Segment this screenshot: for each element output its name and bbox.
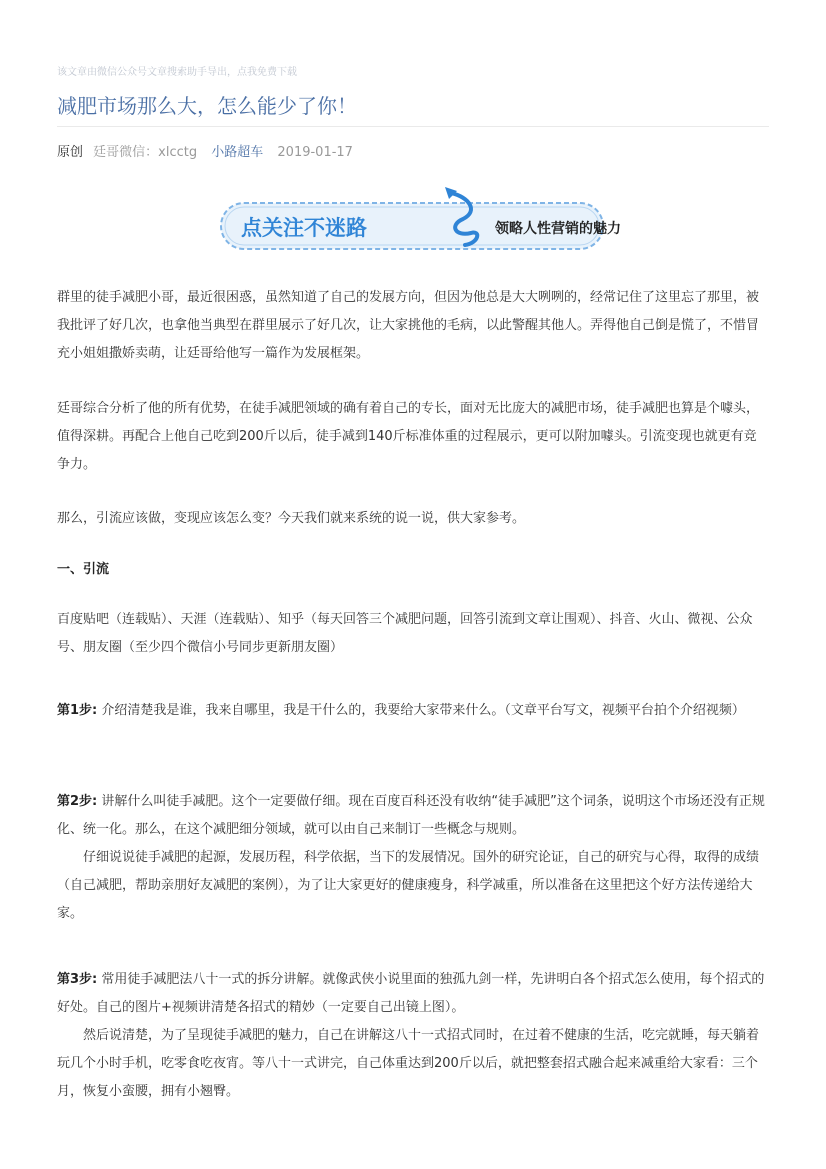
step-1-text: 介绍清楚我是谁，我来自哪里，我是干什么的，我要给大家带来什么。（文章平台写文，视频平台拍个介绍视频） xyxy=(97,703,745,718)
publish-date: 2019-01-17 xyxy=(277,145,353,160)
step-1 xyxy=(57,697,769,725)
step-3-text: 常用徒手减肥法八十一式的拆分讲解。就像武侠小说里面的独孤九剑一样，先讲明白各个招式怎么使用，每个招式的好处。自己的图片+视频讲清楚各招式的精妙（一定要自己出镜上图）。 xyxy=(57,972,765,1015)
banner-right-text: 领略人性营销的魅力 xyxy=(495,221,621,237)
step-3 xyxy=(57,966,769,1106)
step-3-detail: 然后说清楚，为了呈现徒手减肥的魅力，自己在讲解这八十一式招式同时，在过着不健康的生活，吃完就睡，每天躺着玩几个小时手机，吃零食吃夜宵。等八十一式讲完，自己体重达到200斤以后，就把整套招式融合起来减重给大家看：三个月，恢复小蛮腰，拥有小翘臀。 xyxy=(57,1028,760,1099)
original-tag: 原创 xyxy=(57,145,84,160)
title-divider xyxy=(57,126,769,127)
step-3-label: 第3步: xyxy=(57,972,98,987)
paragraph-platforms: 百度贴吧（连载贴）、天涯（连载贴）、知乎（每天回答三个减肥问题，回答引流到文章让围观）、抖音、火山、微视、公众号、朋友圈（至少四个微信小号同步更新朋友圈） xyxy=(57,612,753,655)
account-link[interactable]: 小路超车 xyxy=(211,145,264,160)
export-note-link[interactable]: 该文章由微信公众号文章搜索助手导出，点我免费下载 xyxy=(57,67,297,78)
step-2 xyxy=(57,788,769,928)
author-name: 廷哥微信：xlcctg xyxy=(93,145,198,160)
paragraph-3: 那么，引流应该做，变现应该怎么变？今天我们就来系统的说一说，供大家参考。 xyxy=(57,511,526,526)
section-heading-traffic: 一、引流 xyxy=(57,562,110,577)
follow-banner xyxy=(219,185,621,253)
paragraph-2: 廷哥综合分析了他的所有优势，在徒手减肥领域的确有着自己的专长，面对无比庞大的减肥市场，徒手减肥也算是个噱头，值得深耕。再配合上他自己吃到200斤以后，徒手减到140斤标准体重的过程展示，更可以附加噱头。引流变现也就更有竞争力。 xyxy=(57,401,760,472)
article-meta xyxy=(57,141,353,160)
step-2-text: 讲解什么叫徒手减肥。这个一定要做仔细。现在百度百科还没有收纳“徒手减肥”这个词条，说明这个市场还没有正规化、统一化。那么，在这个减肥细分领域，就可以由自己来制订一些概念与规则。 xyxy=(57,794,765,837)
paragraph-1: 群里的徒手减肥小哥，最近很困惑，虽然知道了自己的发展方向，但因为他总是大大咧咧的，经常记住了这里忘了那里，被我批评了好几次，也拿他当典型在群里展示了好几次，让大家挑他的毛病，以此警醒其他人。弄得他自己倒是慌了，不惜冒充小姐姐撒娇卖萌，让廷哥给他写一篇作为发展框架。 xyxy=(57,290,760,361)
banner-left-text: 点关注不迷路 xyxy=(241,216,367,240)
step-2-detail: 仔细说说徒手减肥的起源，发展历程，科学依据，当下的发展情况。国外的研究论证，自己的研究与心得，取得的成绩（自己减肥，帮助亲朋好友减肥的案例），为了让大家更好的健康瘦身，科学减重，所以准备在这里把这个好方法传递给大家。 xyxy=(57,850,760,921)
step-1-label: 第1步: xyxy=(57,703,98,718)
article-title: 减肥市场那么大，怎么能少了你！ xyxy=(57,94,357,118)
step-2-label: 第2步: xyxy=(57,794,98,809)
